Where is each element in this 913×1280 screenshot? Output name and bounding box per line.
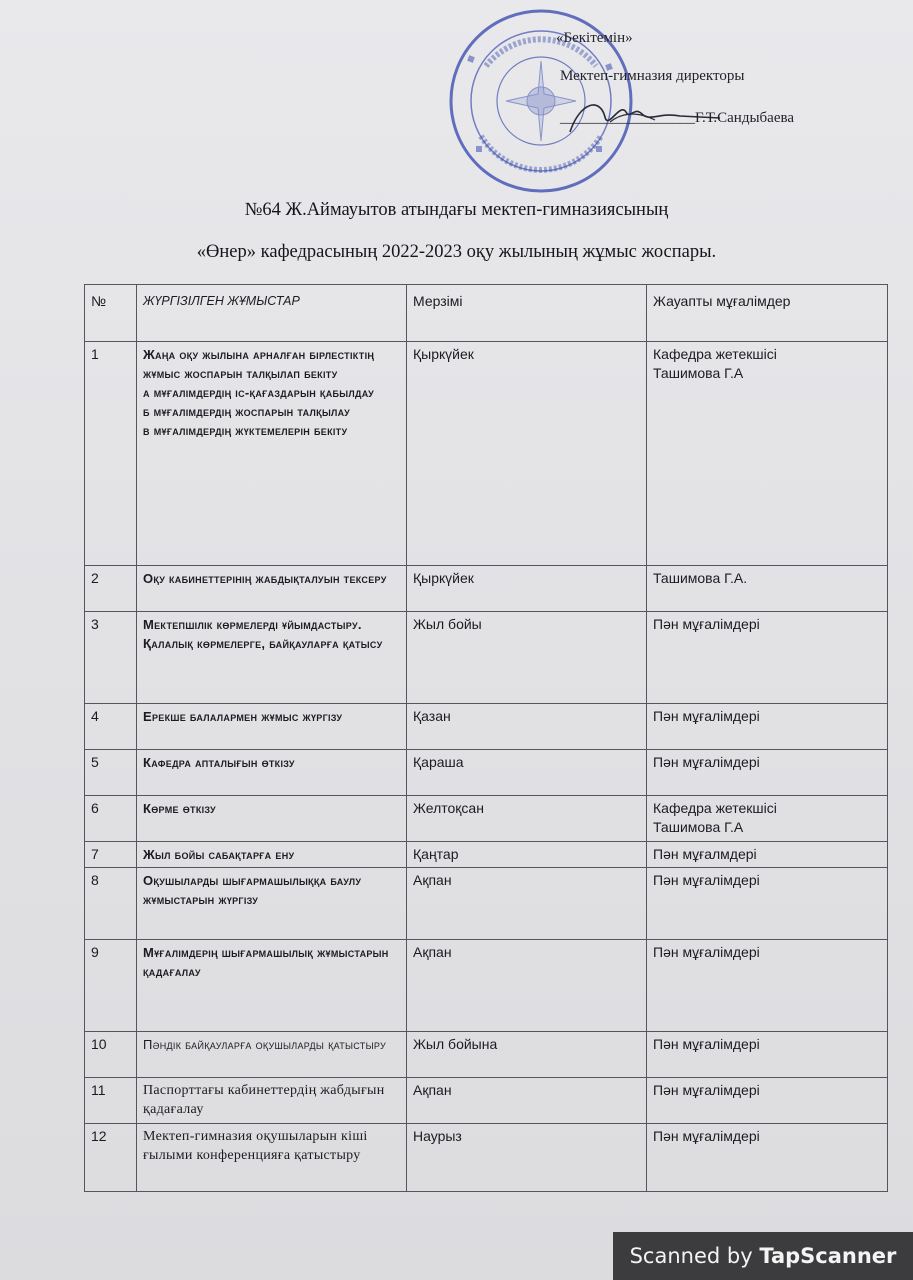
row-work [137,750,407,796]
work-line: Мұғалімдерің шығармашылық жұмыстарын қадағалау [143,945,389,979]
row-term: Қараша [407,750,647,796]
row-term: Жыл бойына [407,1032,647,1078]
work-line: Ерекше балалармен жұмыс жүргізу [143,709,343,724]
header-responsible: Жауапты мұғалімдер [647,285,888,342]
header-number: № [85,285,137,342]
table-row [85,566,888,612]
work-line: Паспорттағы кабинеттердің жабдығын қадағалау [143,1083,385,1117]
row-work [137,1124,407,1192]
responsible-line: Пән мұғалімдері [653,616,760,632]
row-responsible [647,1124,888,1192]
row-term: Ақпан [407,940,647,1032]
work-line: а мұғалімдердің іс-қағаздарын қабылдау [143,385,375,400]
work-line: Жаңа оқу жылына арналған бірлестіктің жұмыс жоспарын талқылап бекіту [143,347,375,381]
responsible-line: Пән мұғалімдері [653,872,760,888]
approval-role: Мектеп-гимназия директоры [560,68,745,84]
row-work [137,612,407,704]
row-number: 5 [85,750,137,796]
table-row [85,342,888,566]
work-line: Оқу кабинеттерінің жабдықталуын тексеру [143,571,387,586]
responsible-line: Пән мұғалімдері [653,944,760,960]
row-responsible [647,940,888,1032]
row-responsible [647,868,888,940]
row-number: 10 [85,1032,137,1078]
row-term: Ақпан [407,1078,647,1124]
header-term: Мерзімі [407,285,647,342]
work-line: Жыл бойы сабақтарға ену [143,847,295,862]
work-line: б мұғалімдердің жоспарын талқылау [143,404,351,419]
responsible-line: Пән мұғалімдері [653,708,760,724]
row-work [137,1078,407,1124]
table-header-row [85,285,888,342]
work-line: Пәндік байқауларға оқушыларды қатыстыру [143,1037,386,1052]
row-term: Наурыз [407,1124,647,1192]
row-responsible [647,1078,888,1124]
row-number: 3 [85,612,137,704]
table-row [85,940,888,1032]
row-responsible [647,612,888,704]
work-plan-table [84,284,888,1192]
responsible-line: Пән мұғалімдері [653,754,760,770]
table-row [85,750,888,796]
work-line: Оқушыларды шығармашылыққа баулу жұмыстарын жүргізу [143,873,362,907]
responsible-line: Пән мұғалмдері [653,846,757,862]
row-responsible [647,796,888,842]
row-number: 7 [85,842,137,868]
table-row [85,704,888,750]
responsible-line: Кафедра жетекшісі [653,346,777,362]
watermark-brand: TapScanner [759,1244,897,1268]
document-title-line-1: №64 Ж.Аймауытов атындағы мектеп-гимназиясының [244,200,669,220]
responsible-line: Ташимова Г.А [653,365,744,381]
table-row [85,796,888,842]
row-responsible [647,342,888,566]
table-row [85,1124,888,1192]
watermark-prefix: Scanned by [629,1244,760,1268]
document-title-line-2: «Өнер» кафедрасының 2022-2023 оқу жылының жұмыс жоспары. [196,242,717,262]
row-number: 12 [85,1124,137,1192]
row-term: Қазан [407,704,647,750]
responsible-line: Пән мұғалімдері [653,1082,760,1098]
row-number: 8 [85,868,137,940]
row-term: Қаңтар [407,842,647,868]
row-responsible [647,704,888,750]
row-work [137,796,407,842]
table-row [85,1078,888,1124]
row-term: Желтоқсан [407,796,647,842]
row-number: 1 [85,342,137,566]
approval-title: «Бекітемін» [556,30,633,46]
work-line: Мектепшілік көрмелерді ұйымдастыру. Қалалық көрмелерге, байқауларға қатысу [143,617,383,651]
row-work [137,566,407,612]
row-term: Ақпан [407,868,647,940]
row-responsible [647,566,888,612]
row-work [137,940,407,1032]
row-term: Қыркүйек [407,566,647,612]
row-term: Қыркүйек [407,342,647,566]
header-work: ЖҮРГІЗІЛГЕН ЖҰМЫСТАР [137,285,407,342]
table-row [85,612,888,704]
scanner-watermark [613,1232,913,1280]
table-row [85,1032,888,1078]
row-responsible [647,750,888,796]
work-line: в мұғалімдердің жүктемелерін бекіту [143,423,348,438]
responsible-line: Кафедра жетекшісі [653,800,777,816]
table-row [85,868,888,940]
row-work [137,842,407,868]
responsible-line: Ташимова Г.А. [653,570,748,586]
row-number: 6 [85,796,137,842]
work-line: Көрме өткізу [143,801,216,816]
responsible-line: Пән мұғалімдері [653,1036,760,1052]
row-term: Жыл бойы [407,612,647,704]
row-responsible [647,842,888,868]
row-number: 4 [85,704,137,750]
row-number: 9 [85,940,137,1032]
row-work [137,868,407,940]
work-line: Кафедра апталығын өткізу [143,755,295,770]
responsible-line: Пән мұғалімдері [653,1128,760,1144]
row-work [137,342,407,566]
director-name: __________________Г.Т.Сандыбаева [560,110,795,126]
row-work [137,1032,407,1078]
work-line: Мектеп-гимназия оқушыларын кіші ғылыми конференцияға қатыстыру [143,1129,368,1163]
responsible-line: Ташимова Г.А [653,819,744,835]
row-number: 11 [85,1078,137,1124]
row-work [137,704,407,750]
row-number: 2 [85,566,137,612]
row-responsible [647,1032,888,1078]
table-body [85,342,888,1192]
table-row [85,842,888,868]
